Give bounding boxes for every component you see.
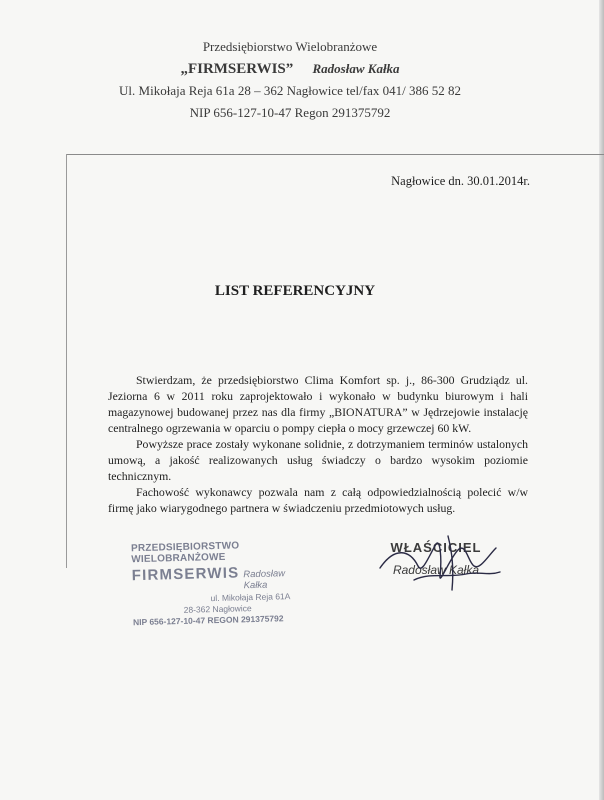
letterhead-company-row xyxy=(0,58,580,80)
paragraph: Stwierdzam, że przedsiębiorstwo Clima Komfort sp. j., 86-300 Grudziądz ul. Jeziorna 6 w 2011 roku zaprojektowało i wykonało w budynku biurowym i hali magazynowej budowanej przez nas dla firmy „BIONATURA” w Jędrzejowie instalację centralnego ogrzewania w oparciu o pompy ciepła o mocy grzewczej 60 kW. xyxy=(108,373,528,435)
stamp-company-name: FIRMSERWIS xyxy=(131,564,240,585)
stamp-street: ul. Mikołaja Reja 61A xyxy=(210,591,291,604)
stamp-line1: PRZEDSIĘBIORSTWO WIELOBRANŻOWE xyxy=(130,540,240,566)
stamp-nip-regon: NIP 656-127-10-47 REGON 291375792 xyxy=(132,613,284,628)
letterhead-company: „FIRMSERWIS” xyxy=(180,61,294,77)
margin-divider xyxy=(66,154,67,568)
stamp-name-row xyxy=(132,563,303,594)
letterhead-registry: NIP 656-127-10-47 Regon 291375792 xyxy=(189,105,391,120)
company-stamp xyxy=(131,539,303,627)
owner-role: WŁAŚCICIEL xyxy=(390,540,482,555)
letterhead-line1: Przedsiębiorstwo Wielobranżowe xyxy=(202,39,378,54)
handwritten-signature xyxy=(370,528,510,598)
owner-name: Radosław Kałka xyxy=(392,563,480,577)
letterhead-address: Ul. Mikołaja Reja 61a 28 – 362 Nagłowice tel/fax 041/ 386 52 82 xyxy=(119,83,461,98)
letterhead xyxy=(0,36,580,124)
letterhead-owner: Radosław Kałka xyxy=(312,61,400,76)
scan-edge xyxy=(599,0,604,800)
stamp-postal: 28-362 Nagłowice xyxy=(183,603,252,615)
paragraph: Fachowość wykonawcy pozwala nam z całą odpowiedzialnością polecić w/w firmę jako wiarygodnego partnera w świadczeniu przedmiotowych usług. xyxy=(108,485,528,515)
letter-date: Nagłowice dn. 30.01.2014r. xyxy=(391,174,530,188)
letter-title: LIST REFERENCYJNY xyxy=(214,283,376,299)
stamp-person: Radosław Kałka xyxy=(243,568,286,592)
letter-body xyxy=(108,372,528,516)
paragraph: Powyższe prace zostały wykonane solidnie, z dotrzymaniem terminów ustalonych umową, a jakość realizowanych usług świadczy o bardzo wysokim poziomie technicznym. xyxy=(108,437,528,483)
header-divider xyxy=(67,154,604,155)
